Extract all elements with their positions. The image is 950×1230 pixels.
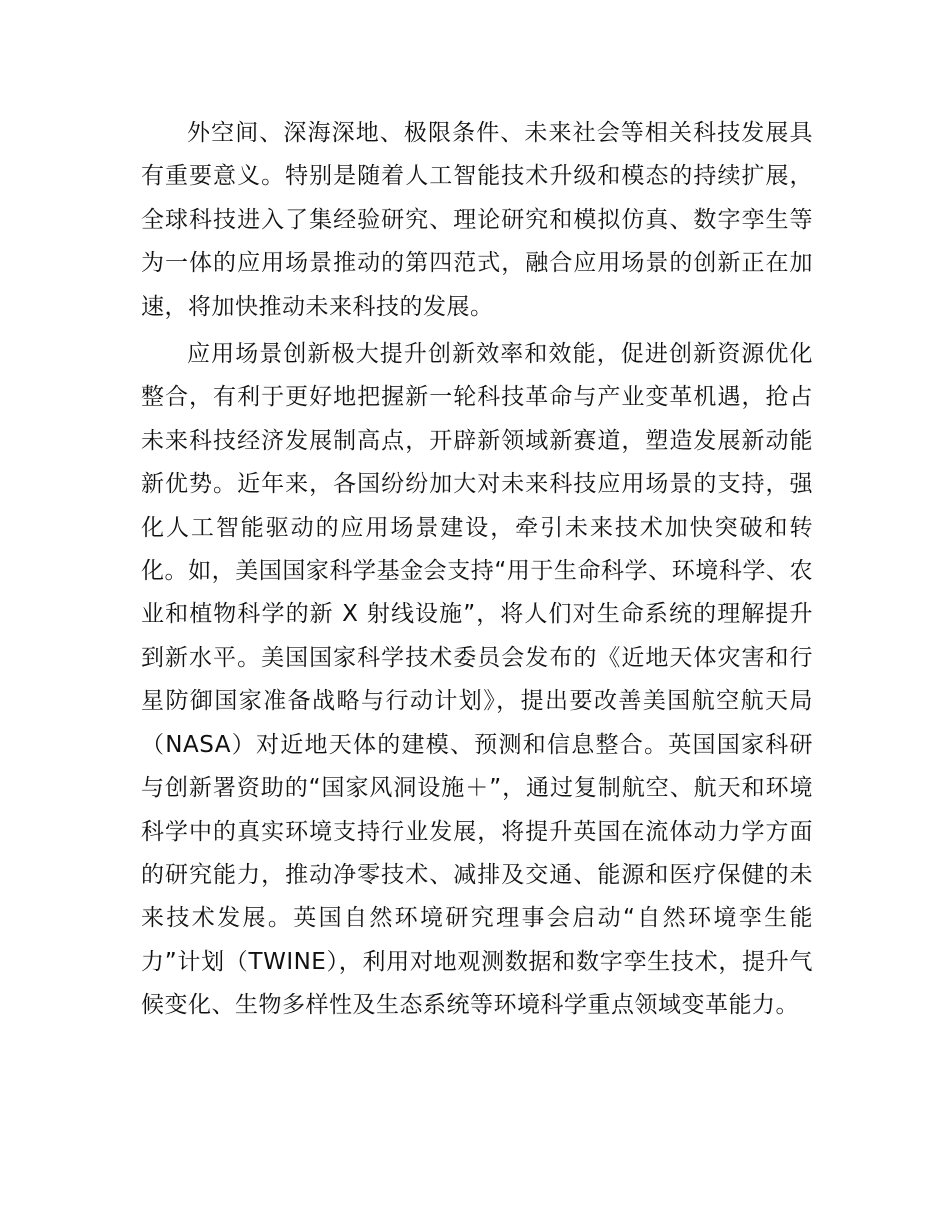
paragraph-1: 外空间、深海深地、极限条件、未来社会等相关科技发展具有重要意义。特别是随着人工智能技术升级和模态的持续扩展，全球科技进入了集经验研究、理论研究和模拟仿真、数字孪生等为一体的应用场景推动的第四范式，融合应用场景的创新正在加速，将加快推动未来科技的发展。 <box>141 120 813 320</box>
document-body <box>141 112 813 1032</box>
paragraph-2: 应用场景创新极大提升创新效率和效能，促进创新资源优化整合，有利于更好地把握新一轮科技革命与产业变革机遇，抢占未来科技经济发展制高点，开辟新领域新赛道，塑造发展新动能新优势。近年来，各国纷纷加大对未来科技应用场景的支持，强化人工智能驱动的应用场景建设，牵引未来技术加快突破和转化。如，美国国家科学基金会支持“用于生命科学、环境科学、农业和植物科学的新 X 射线设施”，将人们对生命系统的理解提升到新水平。美国国家科学技术委员会发布的《近地天体灾害和行星防御国家准备战略与行动计划》，提出要改善美国航空航天局（NASA）对近地天体的建模、预测和信息整合。英国国家科研与创新署资助的“国家风洞设施＋”，通过复制航空、航天和环境科学中的真实环境支持行业发展，将提升英国在流体动力学方面的研究能力，推动净零技术、减排及交通、能源和医疗保健的未来技术发展。英国自然环境研究理事会启动“自然环境孪生能力”计划（TWINE），利用对地观测数据和数字孪生技术，提升气候变化、生物多样性及生态系统等环境科学重点领域变革能力。 <box>141 341 813 1019</box>
